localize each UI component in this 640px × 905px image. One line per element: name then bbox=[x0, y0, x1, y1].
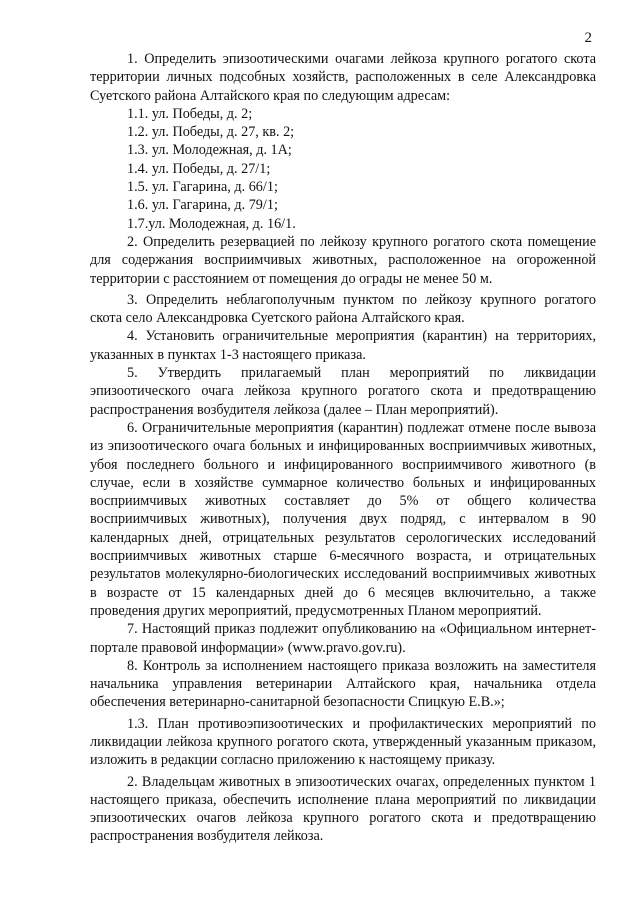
page-number: 2 bbox=[584, 30, 592, 46]
paragraph-2: 2. Определить резервацией по лейкозу крупного рогатого скота помещение для содержания восприимчивых животных, расположенное на огороженной территории с расстоянием от помещения до ограды не менее 50 м. bbox=[90, 233, 596, 287]
paragraph-4: 4. Установить ограничительные мероприятия (карантин) на территориях, указанных в пунктах 1-3 настоящего приказа. bbox=[90, 328, 596, 363]
address-list bbox=[90, 105, 596, 233]
paragraph-1-3: 1.3. План противоэпизоотических и профилактических мероприятий по ликвидации лейкоза крупного рогатого скота, утвержденный указанным приказом, изложить в редакции согласно приложению к настоящему приказу. bbox=[90, 715, 596, 769]
address-item: 1.2. ул. Победы, д. 27, кв. 2; bbox=[127, 124, 295, 141]
address-item: 1.3. ул. Молодежная, д. 1А; bbox=[127, 142, 292, 159]
address-item: 1.4. ул. Победы, д. 27/1; bbox=[127, 160, 271, 177]
paragraph-5: 5. Утвердить прилагаемый план мероприятий по ликвидации эпизоотического очага лейкоза крупного рогатого скота и предотвращению распространения возбудителя лейкоза (далее – План мероприятий). bbox=[90, 365, 596, 418]
address-item: 1.5. ул. Гагарина, д. 66/1; bbox=[127, 179, 278, 196]
address-item: 1.7.ул. Молодежная, д. 16/1. bbox=[127, 215, 296, 232]
address-item: 1.1. ул. Победы, д. 2; bbox=[127, 105, 253, 122]
paragraph-2-owners: 2. Владельцам животных в эпизоотических очагах, определенных пунктом 1 настоящего приказа, обеспечить исполнение плана мероприятий по ликвидации эпизоотических очагов лейкоза крупного рогатого скота и предотвращению распространения возбудителя лейкоза. bbox=[90, 773, 596, 845]
paragraph-8: 8. Контроль за исполнением настоящего приказа возложить на заместителя начальника управления ветеринарии Алтайского края, начальника отдела обеспечения ветеринарно-санитарной безопасности Спицкую Е.В.»; bbox=[90, 657, 596, 711]
paragraph-1: 1. Определить эпизоотическими очагами лейкоза крупного рогатого скота территории личных подсобных хозяйств, расположенных в селе Александровка Суетского района Алтайского края по следующим адресам: bbox=[90, 51, 596, 104]
paragraph-6: 6. Ограничительные мероприятия (карантин) подлежат отмене после вывоза из эпизоотического очага больных и инфицированных восприимчивых животных, убоя последнего больного и инфицированного восприимчивого животного (в случае, если в хозяйстве суммарное количество больных и инфицированных восприимчивых животных составляет до 5% от общего количества восприимчивых животных), получения двух подряд, с интервалом в 90 календарных дней, отрицательных результатов серологических исследований восприимчивых животных старше 6-месячного возраста, и отрицательных результатов молекулярно-биологических исследований восприимчивых животных в возрасте от 15 календарных дней до 6 месяцев включительно, а также проведения других мероприятий, предусмотренных Планом мероприятий. bbox=[90, 419, 596, 619]
address-item: 1.6. ул. Гагарина, д. 79/1; bbox=[127, 197, 278, 214]
document-body bbox=[90, 50, 596, 846]
paragraph-3: 3. Определить неблагополучным пунктом по лейкозу крупного рогатого скота село Александровка Суетского района Алтайского края. bbox=[90, 291, 596, 327]
paragraph-7: 7. Настоящий приказ подлежит опубликованию на «Официальном интернет-портале правовой информации» (www.pravo.gov.ru). bbox=[90, 621, 596, 656]
